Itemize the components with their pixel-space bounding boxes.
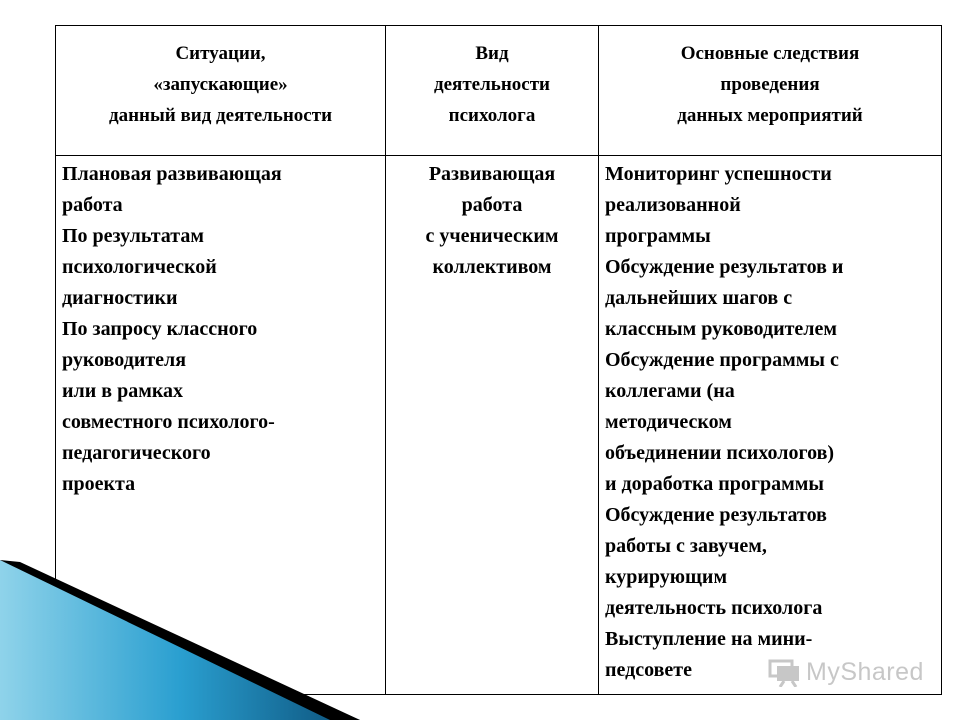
header-consequences <box>599 26 942 156</box>
header-line: данных мероприятий <box>677 105 863 126</box>
decorative-wedge <box>0 560 360 720</box>
header-line: Вид <box>475 43 509 64</box>
presentation-icon <box>768 657 802 687</box>
cell-line: По результатам <box>62 225 204 247</box>
cell-line: работа <box>461 194 523 216</box>
cell-line: реализованной <box>605 194 741 216</box>
cell-line: деятельность психолога <box>605 597 823 619</box>
cell-line: классным руководителем <box>605 318 838 340</box>
cell-consequences <box>599 156 942 695</box>
cell-line: Мониторинг успешности <box>605 163 832 185</box>
cell-line: коллективом <box>432 256 552 278</box>
header-line: Основные следствия <box>680 43 860 64</box>
cell-line: Выступление на мини- <box>605 628 813 650</box>
header-line: психолога <box>448 105 536 126</box>
table-header-row <box>56 26 942 156</box>
cell-line: с ученическим <box>425 225 559 247</box>
cell-line: педсовете <box>605 659 693 681</box>
cell-line: Обсуждение результатов <box>605 504 827 526</box>
cell-line: работы с завучем, <box>605 535 767 557</box>
cell-line: руководителя <box>62 349 187 371</box>
cell-line: коллегами (на <box>605 380 735 402</box>
header-line: проведения <box>720 74 820 95</box>
cell-line: дальнейших шагов с <box>605 287 793 309</box>
cell-line: методическом <box>605 411 732 433</box>
cell-activity-type <box>386 156 599 695</box>
header-situations <box>56 26 386 156</box>
cell-line: диагностики <box>62 287 178 309</box>
header-line: деятельности <box>434 74 550 95</box>
cell-line: Обсуждение программы с <box>605 349 839 371</box>
watermark <box>768 657 924 687</box>
cell-line: проекта <box>62 473 136 495</box>
cell-line: Обсуждение результатов и <box>605 256 844 278</box>
cell-line: работа <box>62 194 123 216</box>
cell-line: курирующим <box>605 566 728 588</box>
header-line: «запускающие» <box>153 74 288 95</box>
cell-line: Плановая развивающая <box>62 163 282 185</box>
cell-line: совместного психолого- <box>62 411 275 433</box>
header-activity-type <box>386 26 599 156</box>
cell-line: объединении психологов) <box>605 442 835 464</box>
cell-line: Развивающая <box>428 163 556 185</box>
cell-line: программы <box>605 225 711 247</box>
cell-line: психологической <box>62 256 217 278</box>
watermark-text: MyShared <box>806 657 924 686</box>
cell-line: или в рамках <box>62 380 184 402</box>
header-line: данный вид деятельности <box>108 105 333 126</box>
cell-line: и доработка программы <box>605 473 824 495</box>
cell-line: По запросу классного <box>62 318 258 340</box>
cell-line: педагогического <box>62 442 211 464</box>
header-line: Ситуации, <box>175 43 266 64</box>
